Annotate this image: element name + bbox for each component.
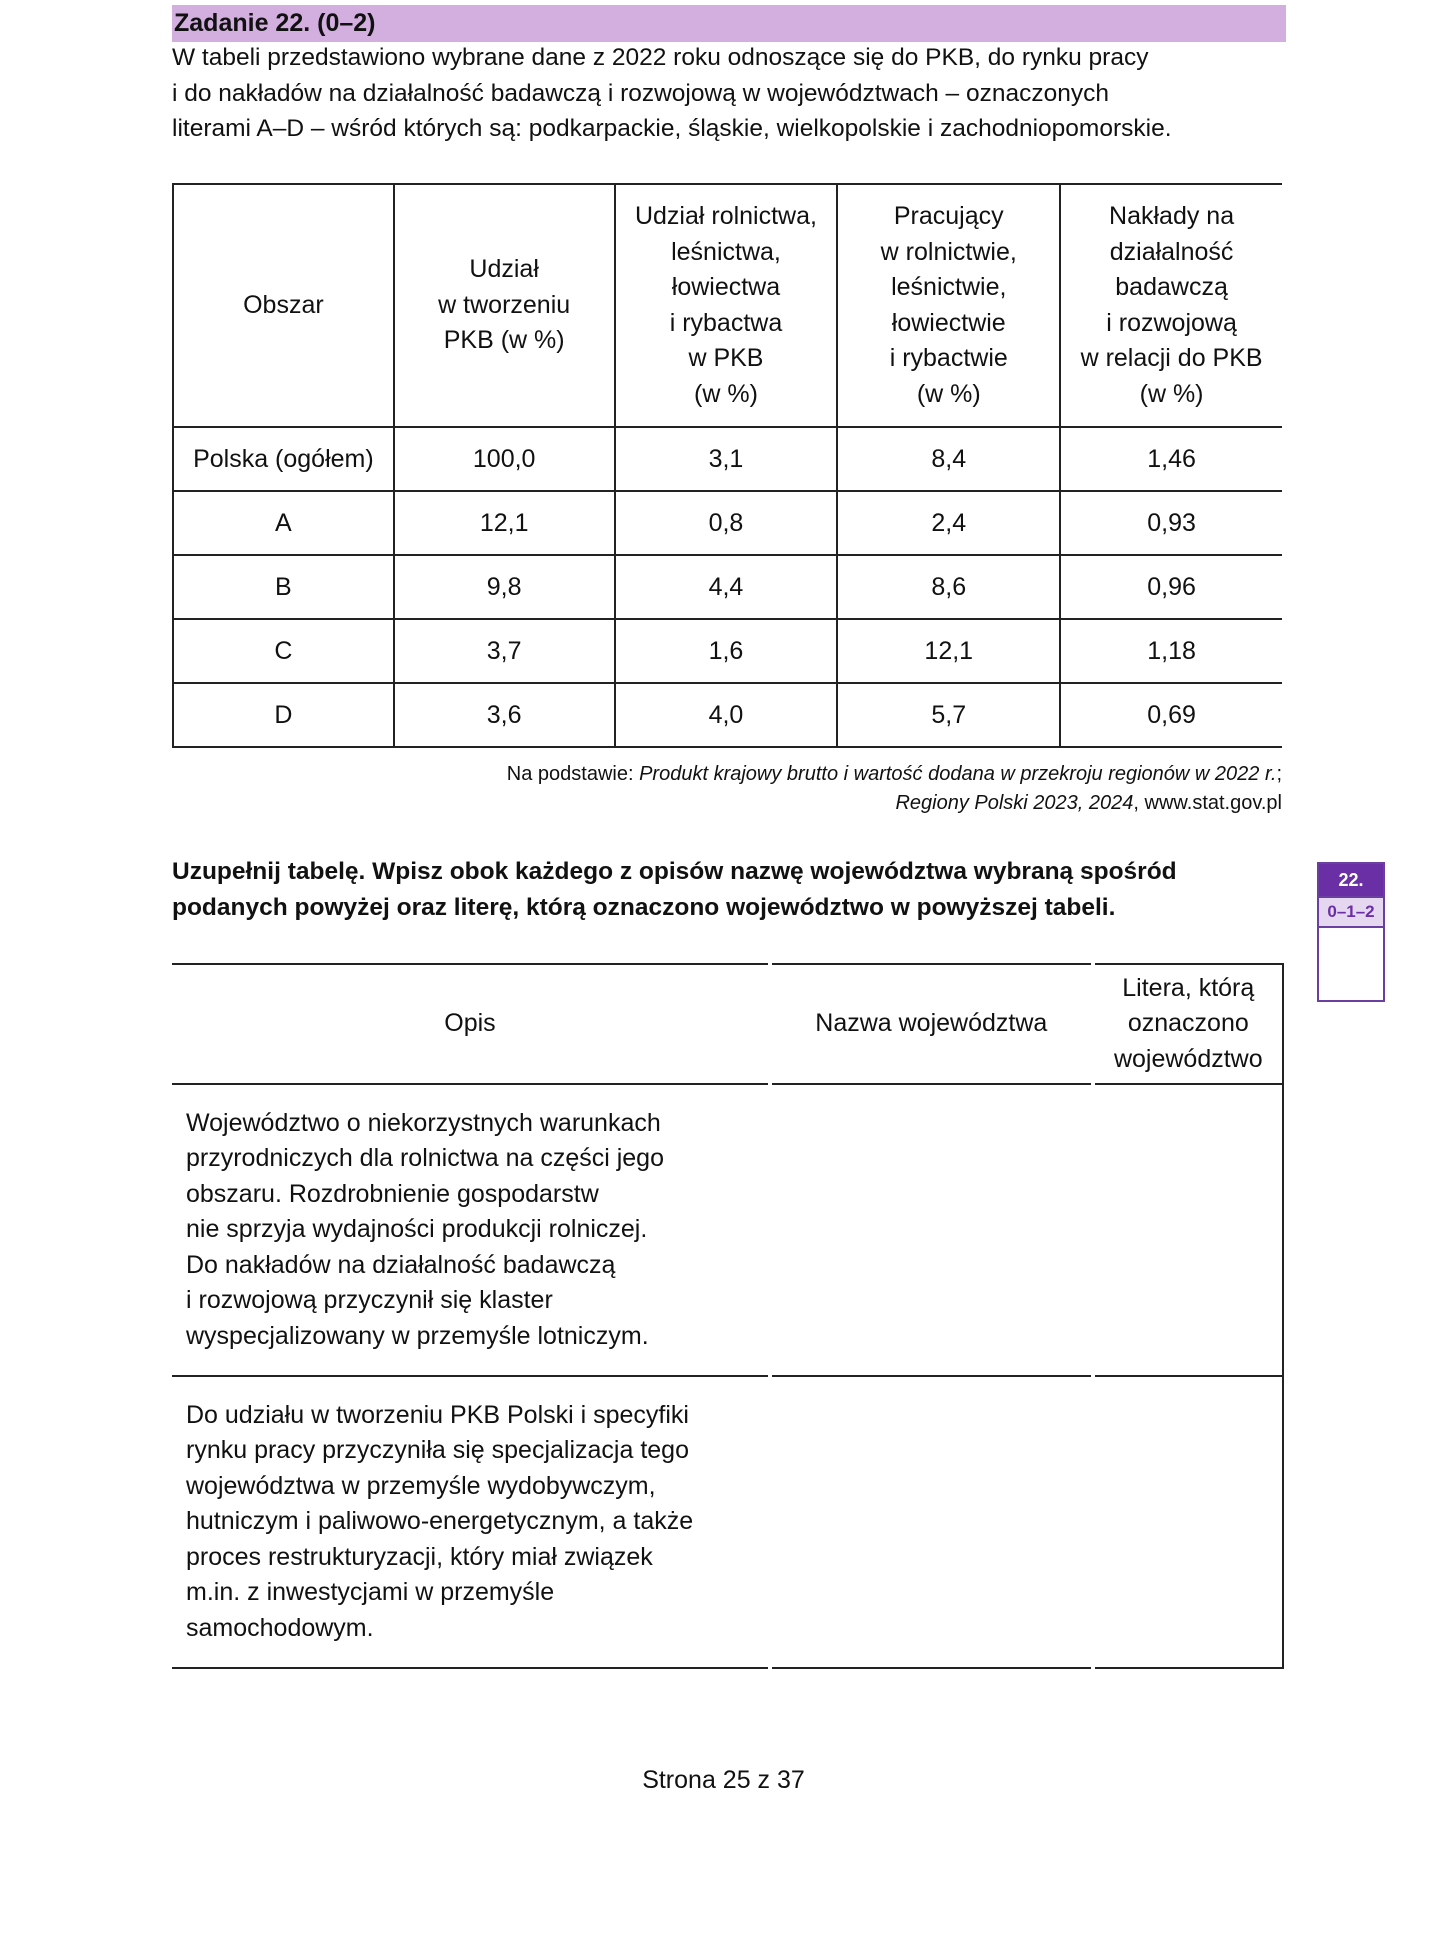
cell-udzial-pkb: 3,6 (394, 683, 615, 747)
answer-row (172, 1376, 1283, 1668)
cell-udzial-pkb: 100,0 (394, 427, 615, 491)
cell-pracujacy: 2,4 (837, 491, 1060, 555)
header-line: Nakłady na (1109, 202, 1235, 230)
source-line-2: Regiony Polski 2023, 2024, www.stat.gov.pl (895, 792, 1282, 814)
task-title: Zadanie 22. (0–2) (172, 5, 1286, 42)
cell-udzial-rolnictwa: 4,0 (615, 683, 838, 747)
letter-field[interactable] (1093, 1376, 1283, 1668)
cell-naklady: 0,93 (1060, 491, 1282, 555)
voivodeship-name-field[interactable] (770, 1084, 1093, 1376)
header-line: PKB (w %) (443, 326, 565, 355)
header-litera-line: województwo (1113, 1044, 1263, 1073)
header-udzial-pkb (394, 184, 615, 427)
description-cell (172, 1084, 770, 1376)
header-line: (w %) (694, 379, 758, 408)
header-line: leśnictwa, (671, 237, 781, 266)
header-line: Obszar (243, 290, 324, 319)
cell-udzial-rolnictwa: 1,6 (615, 619, 838, 683)
header-line: badawczą (1115, 273, 1228, 301)
data-table (172, 183, 1282, 748)
instruction-line: podanych powyżej oraz literę, którą oznaczono województwo w powyższej tabeli. (172, 893, 1116, 921)
header-litera (1093, 964, 1283, 1084)
table-row (173, 683, 1282, 747)
description-line: nie sprzyja wydajności produkcji rolniczej. (186, 1215, 648, 1244)
header-line: łowiectwa (671, 273, 781, 301)
header-naklady (1060, 184, 1282, 427)
table-row (173, 555, 1282, 619)
header-line: Pracujący (893, 202, 1004, 230)
header-line: i rybactwa (669, 308, 783, 337)
description-line: obszaru. Rozdrobnienie gospodarstw (186, 1179, 599, 1208)
header-litera-line: oznaczono (1127, 1009, 1249, 1038)
description-line: proces restrukturyzacji, który miał związek (186, 1542, 653, 1571)
source-citation (507, 760, 1282, 818)
header-udzial-rolnictwa (615, 184, 838, 427)
description-line: hutniczym i paliwowo-energetycznym, a także (186, 1507, 694, 1536)
cell-naklady: 0,69 (1060, 683, 1282, 747)
header-line: działalność (1109, 237, 1234, 266)
cell-udzial-rolnictwa: 3,1 (615, 427, 838, 491)
cell-udzial-pkb: 3,7 (394, 619, 615, 683)
table-row (173, 619, 1282, 683)
cell-obszar: C (173, 619, 394, 683)
cell-pracujacy: 8,6 (837, 555, 1060, 619)
header-line: w PKB (688, 344, 764, 372)
header-line: Udział (469, 255, 539, 284)
cell-pracujacy: 5,7 (837, 683, 1060, 747)
header-line: i rybactwie (889, 344, 1008, 372)
header-line: (w %) (916, 379, 981, 408)
cell-udzial-pkb: 9,8 (394, 555, 615, 619)
cell-pracujacy: 12,1 (837, 619, 1060, 683)
header-obszar (173, 184, 394, 427)
task-instruction (172, 854, 1292, 925)
cell-naklady: 0,96 (1060, 555, 1282, 619)
voivodeship-name-field[interactable] (770, 1376, 1093, 1668)
cell-obszar: B (173, 555, 394, 619)
answer-table-header-row (172, 964, 1283, 1084)
description-line: Do nakładów na działalność badawczą (186, 1250, 616, 1279)
header-line: leśnictwie, (891, 273, 1007, 301)
header-line: (w %) (1139, 379, 1204, 408)
letter-field[interactable] (1093, 1084, 1283, 1376)
intro-line: W tabeli przedstawiono wybrane dane z 2022 roku odnoszące się do PKB, do rynku pracy (172, 44, 1149, 71)
answer-row (172, 1084, 1283, 1376)
header-opis: Opis (172, 964, 770, 1084)
intro-line: i do nakładów na działalność badawczą i rozwojową w województwach – oznaczonych (172, 79, 1109, 107)
intro-line: literami A–D – wśród których są: podkarpackie, śląskie, wielkopolskie i zachodniopomorskie. (172, 115, 1172, 142)
cell-udzial-pkb: 12,1 (394, 491, 615, 555)
header-nazwa-wojewodztwa: Nazwa województwa (770, 964, 1093, 1084)
page-number: Strona 25 z 37 (642, 1766, 805, 1794)
data-table-header-row (173, 184, 1282, 427)
answer-table (172, 963, 1284, 1669)
header-line: w rolnictwie, (880, 237, 1017, 266)
header-line: łowiectwie (891, 308, 1006, 337)
table-row (173, 491, 1282, 555)
header-line: w relacji do PKB (1080, 344, 1263, 372)
header-pracujacy (837, 184, 1060, 427)
description-line: Województwo o niekorzystnych warunkach (186, 1108, 661, 1137)
score-points: 0–1–2 (1319, 896, 1383, 926)
header-line: i rozwojową (1106, 308, 1237, 337)
cell-udzial-rolnictwa: 4,4 (615, 555, 838, 619)
source-line-1: Na podstawie: Produkt krajowy brutto i wartość dodana w przekroju regionów w 2022 r.; (506, 763, 1282, 785)
cell-obszar: A (173, 491, 394, 555)
header-line: Udział rolnictwa, (634, 202, 817, 230)
task-intro (172, 40, 1292, 147)
description-line: przyrodniczych dla rolnictwa na części jego (186, 1144, 664, 1173)
cell-obszar: D (173, 683, 394, 747)
description-line: i rozwojową przyczynił się klaster (186, 1286, 553, 1315)
cell-naklady: 1,46 (1060, 427, 1282, 491)
score-entry-field[interactable] (1319, 926, 1383, 1000)
description-line: m.in. z inwestycjami w przemyśle (186, 1578, 555, 1607)
description-line: samochodowym. (186, 1613, 374, 1642)
table-row (173, 427, 1282, 491)
header-litera-line: Litera, którą (1122, 973, 1255, 1002)
description-line: Do udziału w tworzeniu PKB Polski i specyfiki (186, 1400, 689, 1429)
cell-pracujacy: 8,4 (837, 427, 1060, 491)
cell-udzial-rolnictwa: 0,8 (615, 491, 838, 555)
description-line: województwa w przemyśle wydobywczym, (186, 1471, 656, 1500)
instruction-line: Uzupełnij tabelę. Wpisz obok każdego z opisów nazwę województwa wybraną spośród (172, 858, 1177, 885)
description-cell (172, 1376, 770, 1668)
header-line: w tworzeniu (438, 290, 571, 319)
cell-obszar: Polska (ogółem) (173, 427, 394, 491)
score-task-number: 22. (1319, 864, 1383, 896)
cell-naklady: 1,18 (1060, 619, 1282, 683)
description-line: rynku pracy przyczyniła się specjalizacja tego (186, 1436, 689, 1465)
score-box (1317, 862, 1385, 1002)
description-line: wyspecjalizowany w przemyśle lotniczym. (186, 1321, 649, 1350)
